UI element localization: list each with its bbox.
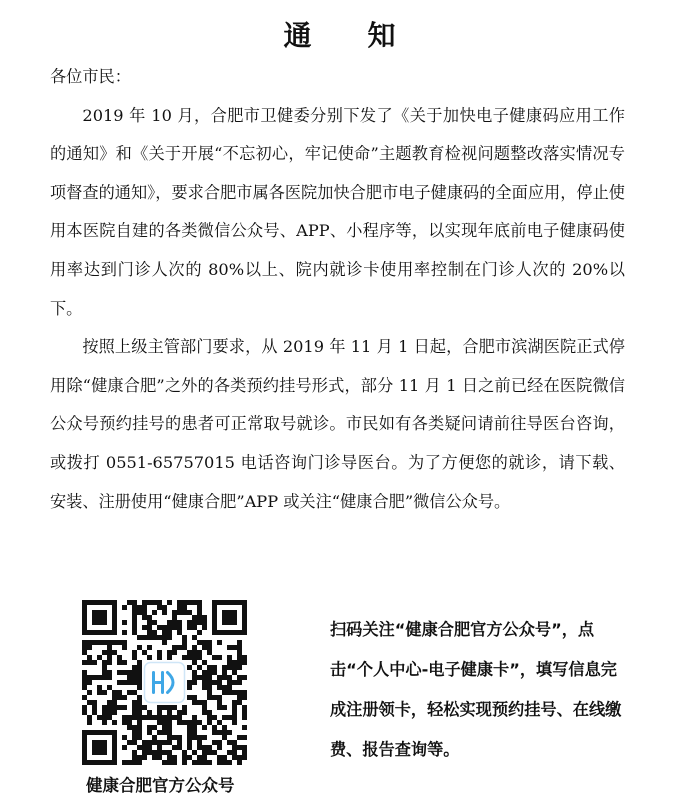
notice-title: 通 知 bbox=[283, 19, 410, 52]
paragraph-policy: 2019 年 10 月，合肥市卫健委分别下发了《关于加快电子健康码应用工作的通知》和《关于开展“不忘初心，牢记使命”主题教育检视问题整改落实情况专项督查的通知》，要求合肥市属各医院加快合肥市电子健康码的全面应用，停止使用本医院自建的各类微信公众号、APP、小程序等，以实现年底前电子健康码使用率达到门诊人次的 80%以上、院内就诊卡使用率控制在门诊人次的 20%以下。 bbox=[50, 105, 625, 318]
notice-body bbox=[50, 58, 625, 521]
scan-instructions: 扫码关注“健康合肥官方公众号”，点击“个人中心-电子健康卡”，填写信息完成注册领卡，轻松实现预约挂号、在线缴费、报告查询等。 bbox=[330, 620, 622, 759]
salutation: 各位市民： bbox=[50, 67, 131, 86]
qr-code[interactable] bbox=[80, 600, 250, 765]
qr-caption: 健康合肥官方公众号 bbox=[86, 776, 235, 795]
paragraph-instructions: 按照上级主管部门要求，从 2019 年 11 月 1 日起，合肥市滨湖医院正式停用除“健康合肥”之外的各类预约挂号形式，部分 11 月 1 日之前已经在医院微信公众号预约挂号的患者可正常取号就诊。市民如有各类疑问请前往导医台咨询，或拨打 0551-65757015 电话咨询门诊导医台。为了方便您的就诊，请下载、安装、注册使用“健康合肥”APP 或关注“健康合肥”微信公众号。 bbox=[50, 337, 625, 511]
qr-code-icon bbox=[80, 600, 250, 765]
